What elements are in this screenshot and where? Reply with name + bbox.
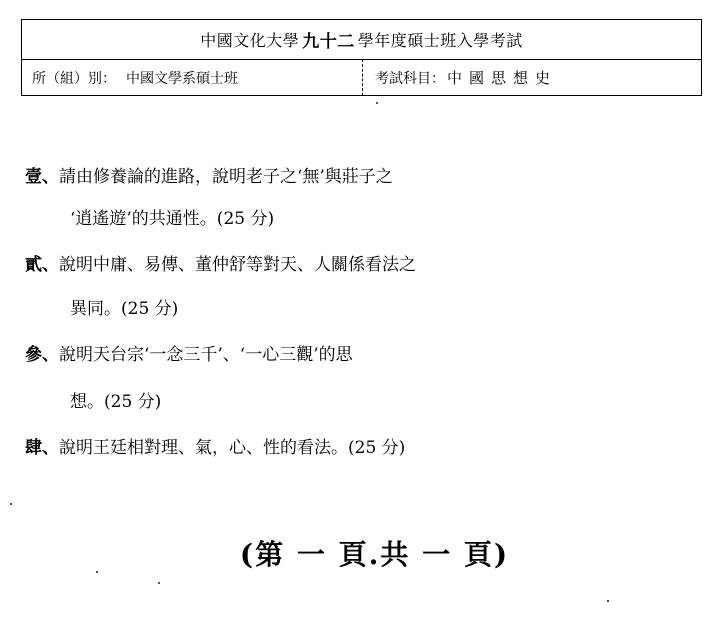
- dept-label: 所（組）別：: [32, 70, 116, 87]
- dept-value: 中國文學系碩士班: [126, 70, 238, 87]
- title-prefix: 中國文化大學: [200, 31, 300, 50]
- exam-title: [22, 20, 701, 60]
- question-2-line2: 異同。(25 分): [70, 299, 179, 319]
- subject-value: 中國思想史: [447, 69, 558, 87]
- scan-speck: [376, 102, 378, 104]
- title-year: 九十二: [302, 32, 355, 52]
- question-1-line1: 請由修養論的進路，說明老子之‘無’與莊子之: [59, 167, 393, 187]
- question-3: [25, 344, 353, 366]
- subject-cell: [363, 59, 701, 96]
- dept-cell: [22, 59, 363, 96]
- question-4: [25, 437, 405, 459]
- question-3-line1: 說明天台宗‘一念三千’、‘一心三觀’的思: [59, 345, 353, 365]
- subject-label: 考試科目：: [375, 70, 445, 87]
- page-indicator: (第 一 頁.共 一 頁): [239, 538, 510, 571]
- question-4-line1: 說明王廷相對理、氣，心、性的看法。(25 分): [59, 438, 406, 458]
- question-1: [25, 166, 393, 188]
- scan-speck: [158, 582, 160, 584]
- question-2-line1: 說明中庸、易傳、董仲舒等對天、人關係看法之: [59, 255, 416, 275]
- scan-speck: [96, 571, 98, 573]
- question-3-line2: 想。(25 分): [70, 392, 162, 412]
- question-1-line2: ‘逍遙遊’的共通性。(25 分): [70, 209, 275, 229]
- question-2: [25, 254, 416, 276]
- question-4-number: 肆、: [25, 438, 59, 458]
- title-suffix: 學年度碩士班入學考試: [357, 31, 523, 50]
- question-2-number: 貳、: [25, 255, 59, 275]
- question-3-number: 參、: [25, 345, 59, 365]
- question-1-number: 壹、: [25, 167, 59, 187]
- scan-speck: [10, 503, 12, 505]
- scan-speck: [607, 600, 609, 602]
- exam-header: [21, 19, 702, 96]
- exam-info-row: [22, 59, 701, 96]
